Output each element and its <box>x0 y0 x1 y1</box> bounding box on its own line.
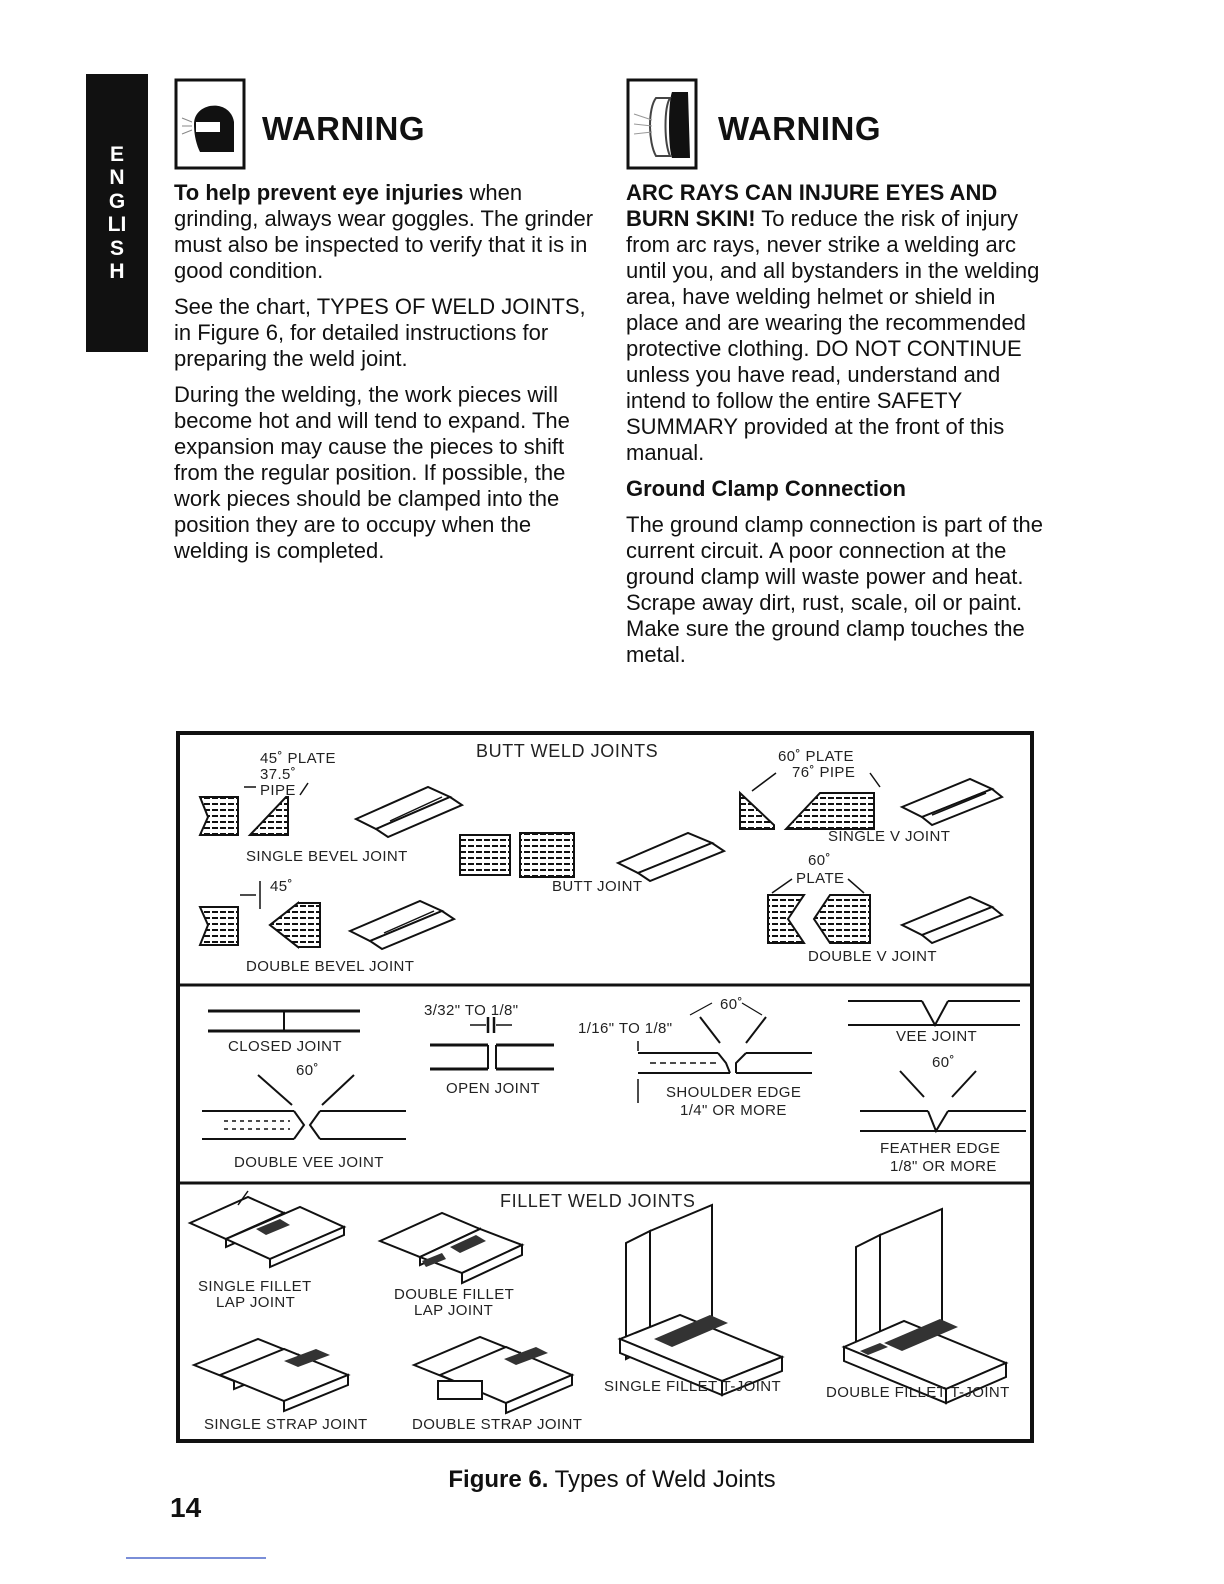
single-strap-illustration <box>194 1339 348 1411</box>
ground-clamp-heading: Ground Clamp Connection <box>626 476 906 501</box>
dvee-angle-label: 60˚ <box>296 1062 319 1079</box>
double-bevel-angle-label: 45˚ <box>270 878 293 895</box>
left-paragraph-1: To help prevent eye injuries when grinding, always wear goggles. The grinder must also be inspected to verify that it is in good condition. <box>174 180 594 283</box>
double-strap-illustration <box>414 1337 572 1413</box>
grinding-goggles-icon <box>174 78 246 170</box>
right-column <box>626 180 1046 678</box>
double-fillet-lap-label-2: LAP JOINT <box>414 1302 494 1319</box>
feather-size-label: 1/8" OR MORE <box>890 1158 997 1175</box>
single-fillet-t-label: SINGLE FILLET T-JOINT <box>604 1378 782 1395</box>
left-paragraph-2: See the chart, TYPES OF WELD JOINTS, in Figure 6, for detailed instructions for preparing the weld joint. <box>174 294 586 371</box>
butt-joint-label: BUTT JOINT <box>552 878 643 895</box>
right-paragraph-1: ARC RAYS CAN INJURE EYES AND BURN SKIN! To reduce the risk of injury from arc rays, never strike a welding arc until you, and all bystanders in the welding area, have welding helmet or shield in place and are wearing the recommended protective clothing. DO NOT CONTINUE unless you have read, understand and intend to follow the entire SAFETY SUMMARY provided at the front of this manual. <box>626 180 1040 465</box>
right-paragraph-2: The ground clamp connection is part of the current circuit. A poor connection at the ground clamp will waste power and heat. Scrape away dirt, rust, scale, oil or paint. Make sure the ground clamp touches the metal. <box>626 512 1044 667</box>
v-pipe-label: 76˚ PIPE <box>792 764 856 781</box>
open-joint-label: OPEN JOINT <box>446 1080 541 1097</box>
page-number: 14 <box>170 1492 202 1523</box>
weld-joints-figure <box>176 731 1034 1443</box>
single-bevel-label: SINGLE BEVEL JOINT <box>246 848 408 865</box>
left-paragraph-3: During the welding, the work pieces will become hot and will tend to expand. The expansion may cause the pieces to shift from the regular position. If possible, the work pieces should be clamped into the position they are to occupy when the welding is completed. <box>174 382 570 563</box>
double-bevel-label: DOUBLE BEVEL JOINT <box>246 958 415 975</box>
sh-gap-label: 1/16" TO 1/8" <box>578 1020 673 1037</box>
fe-angle-label: 60˚ <box>932 1054 955 1071</box>
shoulder-size-label: 1/4" OR MORE <box>680 1102 787 1119</box>
double-vee-illustration <box>202 1075 406 1139</box>
closed-joint-label: CLOSED JOINT <box>228 1038 342 1055</box>
dv-plate-label: PLATE <box>796 870 845 887</box>
double-fillet-t-illustration <box>844 1209 1006 1403</box>
single-v-label: SINGLE V JOINT <box>828 828 951 845</box>
sh-angle-label: 60˚ <box>720 996 743 1013</box>
language-tab <box>86 74 148 352</box>
single-fillet-t-illustration <box>620 1205 782 1395</box>
double-fillet-lap-label-1: DOUBLE FILLET <box>394 1286 515 1303</box>
weld-joints-diagram <box>180 735 1030 1439</box>
single-fillet-lap-illustration <box>190 1191 344 1267</box>
open-joint-illustration <box>430 1017 554 1069</box>
butt-weld-title: BUTT WELD JOINTS <box>476 741 659 761</box>
right-warning-title: WARNING <box>718 110 881 147</box>
figure-caption-label: Figure 6. <box>448 1466 549 1493</box>
left-warning-title: WARNING <box>262 110 425 147</box>
bevel-plate-label: 45˚ PLATE <box>260 750 336 767</box>
closed-joint-illustration <box>208 1011 360 1031</box>
bevel-pipe-angle-label: 37.5˚ <box>260 766 297 783</box>
feather-edge-illustration <box>860 1071 1026 1131</box>
double-v-illustration <box>768 879 1002 943</box>
language-tab-text: ENGLISH <box>107 142 127 283</box>
open-gap-label: 3/32" TO 1/8" <box>424 1002 519 1019</box>
single-bevel-illustration <box>200 783 462 837</box>
v-plate-label: 60˚ PLATE <box>778 748 854 765</box>
shoulder-edge-label: SHOULDER EDGE <box>666 1084 802 1101</box>
double-fillet-t-label: DOUBLE FILLET T-JOINT <box>826 1384 1010 1401</box>
footer-rule <box>126 1557 266 1559</box>
butt-joint-illustration <box>460 833 724 881</box>
single-strap-label: SINGLE STRAP JOINT <box>204 1416 368 1433</box>
feather-edge-label: FEATHER EDGE <box>880 1140 1001 1157</box>
single-v-illustration <box>740 773 1002 829</box>
single-fillet-lap-label-2: LAP JOINT <box>216 1294 296 1311</box>
double-fillet-lap-illustration <box>380 1213 522 1283</box>
bevel-pipe-label: PIPE <box>260 782 296 799</box>
figure-caption <box>0 1466 1224 1494</box>
left-column <box>174 180 594 574</box>
single-fillet-lap-label-1: SINGLE FILLET <box>198 1278 312 1295</box>
dv-angle-label: 60˚ <box>808 852 831 869</box>
vee-joint-illustration <box>848 1001 1020 1025</box>
fillet-weld-title: FILLET WELD JOINTS <box>500 1191 696 1211</box>
vee-joint-label: VEE JOINT <box>896 1028 978 1045</box>
welding-helmet-icon <box>626 78 698 170</box>
double-bevel-illustration <box>200 901 454 949</box>
figure-caption-text: Types of Weld Joints <box>548 1466 776 1493</box>
double-v-label: DOUBLE V JOINT <box>808 948 937 965</box>
double-strap-label: DOUBLE STRAP JOINT <box>412 1416 583 1433</box>
double-vee-label: DOUBLE VEE JOINT <box>234 1154 384 1171</box>
